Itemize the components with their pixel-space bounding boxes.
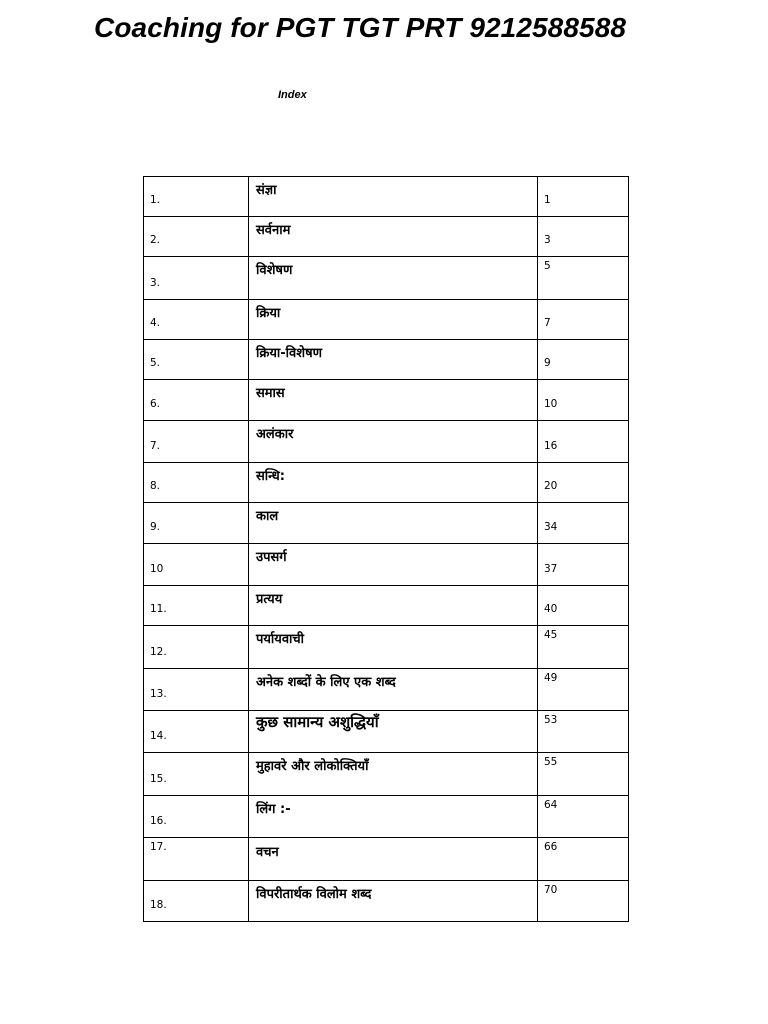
row-number: 5. <box>150 357 161 369</box>
page-number: 66 <box>544 841 558 853</box>
table-row <box>144 586 629 626</box>
table-row <box>144 177 629 217</box>
table-row <box>144 380 629 421</box>
row-number: 17. <box>150 841 167 853</box>
row-number: 18. <box>150 899 167 911</box>
table-row <box>144 421 629 463</box>
table-row <box>144 217 629 257</box>
row-number: 3. <box>150 277 161 289</box>
index-table <box>143 176 629 922</box>
row-number: 15. <box>150 773 167 785</box>
topic-name: सन्धि: <box>256 469 285 484</box>
topic-name: समास <box>256 386 285 401</box>
row-number: 13. <box>150 688 167 700</box>
table-row <box>144 340 629 380</box>
page-number: 70 <box>544 884 558 896</box>
row-number: 12. <box>150 646 167 658</box>
page-number: 3 <box>544 234 551 246</box>
row-number: 11. <box>150 603 167 615</box>
page-number: 5 <box>544 260 551 272</box>
topic-name: लिंग :- <box>256 802 291 817</box>
page-number: 16 <box>544 440 558 452</box>
topic-name: क्रिया-विशेषण <box>256 346 323 361</box>
table-row <box>144 669 629 711</box>
page-number: 7 <box>544 317 551 329</box>
row-number: 10 <box>150 563 164 575</box>
topic-name: उपसर्ग <box>256 550 287 565</box>
row-number: 7. <box>150 440 161 452</box>
row-number: 4. <box>150 317 161 329</box>
page-number: 10 <box>544 398 558 410</box>
page-number: 20 <box>544 480 558 492</box>
topic-name: अनेक शब्दों के लिए एक शब्द <box>256 675 396 690</box>
page-number: 64 <box>544 799 558 811</box>
topic-name: अलंकार <box>256 427 294 442</box>
table-row <box>144 881 629 922</box>
table-row <box>144 626 629 669</box>
table-row <box>144 753 629 796</box>
page-number: 34 <box>544 521 558 533</box>
table-row <box>144 711 629 753</box>
row-number: 14. <box>150 730 167 742</box>
topic-name: संज्ञा <box>256 183 277 198</box>
row-number: 8. <box>150 480 161 492</box>
topic-name: पर्यायवाची <box>256 632 305 647</box>
topic-name: सर्वनाम <box>256 223 291 238</box>
table-row <box>144 463 629 503</box>
page-number: 40 <box>544 603 558 615</box>
index-heading: Index <box>278 89 307 101</box>
topic-name: प्रत्यय <box>256 592 283 607</box>
document-title: Coaching for PGT TGT PRT 9212588588 <box>94 12 627 43</box>
row-number: 6. <box>150 398 161 410</box>
topic-name: क्रिया <box>256 306 281 321</box>
page-number: 37 <box>544 563 558 575</box>
page-number: 1 <box>544 194 551 206</box>
page-number: 49 <box>544 672 558 684</box>
topic-name: वचन <box>256 845 279 860</box>
table-row <box>144 257 629 300</box>
topic-name: काल <box>256 509 279 524</box>
page-number: 9 <box>544 357 551 369</box>
row-number: 1. <box>150 194 161 206</box>
page-number: 45 <box>544 629 558 641</box>
topic-name: मुहावरे और लोकोक्तियाँ <box>256 759 369 774</box>
topic-name: विपरीतार्थक विलोम शब्द <box>256 887 372 902</box>
topic-name: विशेषण <box>256 263 293 278</box>
table-row <box>144 300 629 340</box>
row-number: 9. <box>150 521 161 533</box>
table-row <box>144 544 629 586</box>
table-row <box>144 796 629 838</box>
table-row <box>144 503 629 544</box>
page-number: 53 <box>544 714 558 726</box>
row-number: 16. <box>150 815 167 827</box>
table-row <box>144 838 629 881</box>
page-number: 55 <box>544 756 558 768</box>
topic-name: कुछ सामान्य अशुद्धियाँ <box>256 713 379 731</box>
row-number: 2. <box>150 234 161 246</box>
